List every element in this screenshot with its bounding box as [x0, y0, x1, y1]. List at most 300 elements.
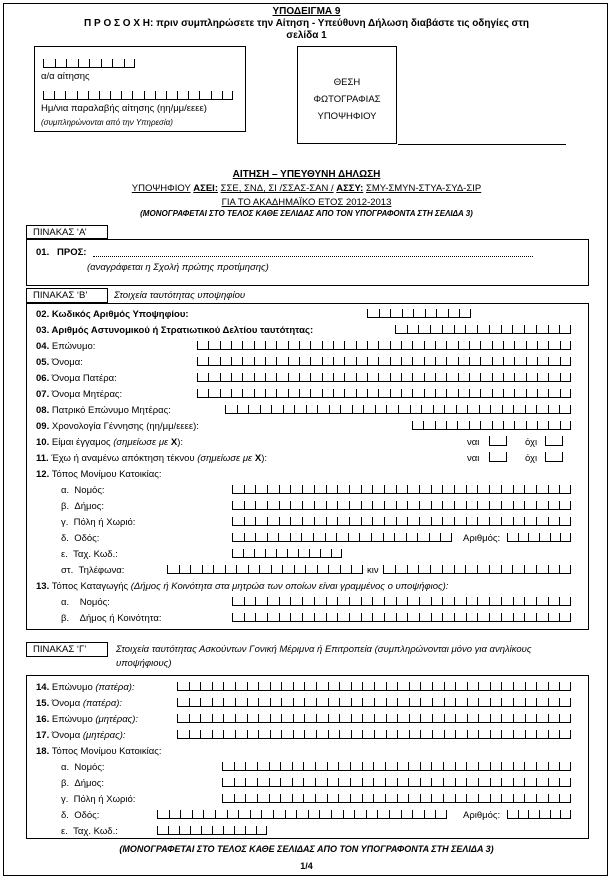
- grid-cell-tick: [362, 778, 363, 787]
- grid-cell-tick: [518, 533, 519, 542]
- grid-cell-tick: [443, 794, 444, 803]
- grid-cell-tick: [559, 682, 560, 691]
- res-f-label: Τηλέφωνα:: [78, 565, 125, 576]
- grid-cell-tick: [423, 421, 424, 430]
- grid-cell-tick: [536, 405, 537, 414]
- parent-town-grid[interactable]: [222, 794, 571, 803]
- grid-cell-tick: [302, 613, 303, 622]
- grid-cell-tick: [446, 357, 447, 366]
- grid-cell-tick: [436, 309, 437, 318]
- grid-cell-tick: [524, 517, 525, 526]
- grid-cell-tick: [343, 810, 344, 819]
- photo-line-3: ΥΠΟΨΗΦΙΟΥ: [317, 111, 377, 122]
- grid-cell-tick: [314, 613, 315, 622]
- grid-cell-tick: [231, 341, 232, 350]
- grid-cell-tick: [559, 405, 560, 414]
- grid-cell-tick: [478, 730, 479, 739]
- grid-cell-tick: [258, 714, 259, 723]
- grid-cell-tick: [232, 549, 233, 558]
- grid-cell-tick: [265, 549, 266, 558]
- grid-cell-tick: [401, 810, 402, 819]
- origin-a-letter: α.: [61, 597, 70, 608]
- grid-cell-tick: [302, 485, 303, 494]
- grid-cell-tick: [397, 778, 398, 787]
- grid-cell-tick: [513, 485, 514, 494]
- grid-cell-tick: [212, 698, 213, 707]
- grid-cell-tick: [407, 597, 408, 606]
- grid-cell-tick: [455, 714, 456, 723]
- residence-street-grid[interactable]: [232, 533, 452, 542]
- item-16-label: Επώνυμο: [51, 714, 93, 725]
- father-surname-grid[interactable]: [177, 682, 571, 691]
- grid-cell-tick: [385, 794, 386, 803]
- grid-cell-tick: [478, 682, 479, 691]
- grid-cell-tick: [361, 613, 362, 622]
- parent-postcode-grid[interactable]: [157, 826, 267, 835]
- grid-cell-tick: [526, 341, 527, 350]
- married-yes-checkbox[interactable]: [489, 436, 507, 446]
- grid-cell-tick: [270, 698, 271, 707]
- married-no-checkbox[interactable]: [545, 436, 563, 446]
- mother-firstname-grid[interactable]: [177, 730, 571, 739]
- grid-cell-tick: [526, 357, 527, 366]
- res-f-letter: στ.: [61, 565, 74, 576]
- grid-cell-tick: [313, 533, 314, 542]
- grid-cell-tick: [419, 485, 420, 494]
- c-res-e-letter: ε.: [61, 826, 68, 837]
- grid-cell-tick: [407, 565, 408, 574]
- grid-cell-tick: [293, 730, 294, 739]
- grid-cell-tick: [279, 517, 280, 526]
- grid-cell-tick: [524, 762, 525, 771]
- candidate-code-grid[interactable]: [367, 309, 471, 318]
- grid-cell-tick: [480, 389, 481, 398]
- grid-cell-tick: [432, 698, 433, 707]
- grid-cell-tick: [412, 421, 413, 430]
- grid-cell-tick: [469, 389, 470, 398]
- grid-cell-tick: [328, 730, 329, 739]
- grid-cell-tick: [319, 810, 320, 819]
- grid-cell-tick: [315, 794, 316, 803]
- grid-cell-tick: [65, 91, 66, 100]
- grid-cell-tick: [238, 810, 239, 819]
- grid-cell-tick: [290, 517, 291, 526]
- grid-cell-tick: [425, 309, 426, 318]
- grid-cell-tick: [290, 533, 291, 542]
- grid-cell-tick: [299, 357, 300, 366]
- grid-cell-tick: [372, 597, 373, 606]
- grid-cell-tick: [325, 533, 326, 542]
- table-b-label: ΠΙΝΑΚΑΣ ‘Β’: [33, 290, 88, 301]
- grid-cell-tick: [351, 714, 352, 723]
- grid-cell-tick: [455, 762, 456, 771]
- item-17-hint: (μητέρας):: [82, 730, 126, 741]
- photo-line-2: ΦΩΤΟΓΡΑΦΙΑΣ: [313, 94, 381, 105]
- grid-cell-tick: [465, 565, 466, 574]
- item-01-label: ΠΡΟΣ:: [57, 247, 87, 258]
- grid-cell-tick: [248, 405, 249, 414]
- grid-cell-tick: [344, 389, 345, 398]
- item-04-number: 04.: [36, 341, 50, 352]
- residence-prefecture-grid[interactable]: [232, 485, 571, 494]
- grid-cell-tick: [349, 485, 350, 494]
- grid-cell-tick: [559, 778, 560, 787]
- parent-number-grid[interactable]: [507, 810, 571, 819]
- grid-cell-tick: [220, 357, 221, 366]
- grid-cell-tick: [322, 373, 323, 382]
- grid-cell-tick: [492, 373, 493, 382]
- grid-cell-tick: [54, 91, 55, 100]
- table-a-label: ΠΙΝΑΚΑΣ ‘Α’: [33, 227, 87, 238]
- grid-cell-tick: [513, 597, 514, 606]
- grid-cell-tick: [384, 597, 385, 606]
- grid-cell-tick: [333, 373, 334, 382]
- grid-cell-tick: [525, 405, 526, 414]
- grid-cell-tick: [407, 517, 408, 526]
- grid-cell-tick: [269, 794, 270, 803]
- grid-cell-tick: [420, 714, 421, 723]
- receipt-date-label: Ημ/νια παραλαβής αίτησης (ηη/μμ/εεεε): [41, 103, 207, 114]
- grid-cell-tick: [501, 565, 502, 574]
- res-a-letter: α.: [61, 485, 70, 496]
- grid-cell-tick: [512, 565, 513, 574]
- grid-cell-tick: [78, 59, 79, 68]
- grid-cell-tick: [514, 421, 515, 430]
- mother-name-grid[interactable]: [197, 389, 571, 398]
- grid-cell-tick: [429, 533, 430, 542]
- grid-cell-tick: [513, 405, 514, 414]
- grid-cell-tick: [386, 730, 387, 739]
- grid-cell-tick: [55, 59, 56, 68]
- parent-municipality-grid[interactable]: [222, 778, 571, 787]
- item-14-number: 14.: [36, 682, 50, 693]
- grid-cell-tick: [431, 517, 432, 526]
- grid-cell-tick: [536, 485, 537, 494]
- parent-number-label: Αριθμός:: [463, 810, 501, 821]
- grid-cell-tick: [341, 549, 342, 558]
- grid-cell-tick: [227, 810, 228, 819]
- grid-cell-tick: [455, 794, 456, 803]
- grid-cell-tick: [490, 714, 491, 723]
- grid-cell-tick: [267, 517, 268, 526]
- origin-municipality-grid[interactable]: [232, 613, 571, 622]
- id-card-grid[interactable]: [395, 325, 571, 334]
- grid-cell-tick: [372, 485, 373, 494]
- grid-cell-tick: [232, 91, 233, 100]
- application-number-grid[interactable]: [43, 59, 135, 68]
- item-14-hint: (πατέρα):: [95, 682, 135, 693]
- grid-cell-tick: [157, 826, 158, 835]
- grid-cell-tick: [537, 373, 538, 382]
- grid-cell-tick: [536, 613, 537, 622]
- grid-cell-tick: [212, 826, 213, 835]
- grid-cell-tick: [281, 682, 282, 691]
- grid-cell-tick: [310, 341, 311, 350]
- grid-cell-tick: [349, 501, 350, 510]
- residence-municipality-grid[interactable]: [232, 501, 571, 510]
- grid-cell-tick: [242, 389, 243, 398]
- grid-cell-tick: [390, 309, 391, 318]
- grid-cell-tick: [362, 565, 363, 574]
- grid-cell-tick: [458, 389, 459, 398]
- grid-cell-tick: [258, 730, 259, 739]
- grid-cell-tick: [304, 682, 305, 691]
- grid-cell-tick: [180, 810, 181, 819]
- grid-cell-tick: [190, 565, 191, 574]
- grid-cell-tick: [424, 373, 425, 382]
- grid-cell-tick: [397, 762, 398, 771]
- grid-cell-tick: [492, 389, 493, 398]
- photo-box[interactable]: [297, 46, 397, 144]
- grid-cell-tick: [548, 794, 549, 803]
- res-e-letter: ε.: [61, 549, 68, 560]
- grid-cell-tick: [260, 405, 261, 414]
- origin-prefecture-grid[interactable]: [232, 597, 571, 606]
- grid-cell-tick: [189, 698, 190, 707]
- grid-cell-tick: [570, 762, 571, 771]
- grid-cell-tick: [454, 597, 455, 606]
- grid-cell-tick: [215, 810, 216, 819]
- father-name-grid[interactable]: [197, 373, 571, 382]
- birth-date-grid[interactable]: [412, 421, 571, 430]
- res-b-letter: β.: [61, 501, 70, 512]
- mother-maiden-name-grid[interactable]: [225, 405, 571, 414]
- grid-cell-tick: [271, 405, 272, 414]
- grid-cell-tick: [477, 325, 478, 334]
- grid-cell-tick: [302, 517, 303, 526]
- item-11-number: 11.: [36, 453, 49, 464]
- grid-cell-tick: [242, 373, 243, 382]
- grid-cell-tick: [560, 357, 561, 366]
- grid-cell-tick: [329, 405, 330, 414]
- grid-cell-tick: [333, 357, 334, 366]
- grid-cell-tick: [507, 533, 508, 542]
- grid-cell-tick: [134, 59, 135, 68]
- grid-cell-tick: [525, 698, 526, 707]
- grid-cell-tick: [292, 762, 293, 771]
- residence-postcode-grid[interactable]: [232, 549, 342, 558]
- father-firstname-grid[interactable]: [177, 698, 571, 707]
- grid-cell-tick: [354, 810, 355, 819]
- grid-cell-tick: [419, 501, 420, 510]
- grid-cell-tick: [110, 91, 111, 100]
- receipt-date-grid[interactable]: [43, 91, 233, 100]
- candidate-line: [4, 183, 609, 194]
- grid-cell-tick: [501, 485, 502, 494]
- landline-grid[interactable]: [167, 565, 363, 574]
- grid-cell-tick: [501, 698, 502, 707]
- item-17-label: Όνομα: [51, 730, 81, 741]
- academic-year: ΓΙΑ ΤΟ ΑΚΑΔΗΜΑΪΚΟ ΕΤΟΣ 2012-2013: [221, 197, 392, 208]
- mobile-label: κιν: [367, 565, 379, 576]
- grid-cell-tick: [432, 682, 433, 691]
- grid-cell-tick: [507, 810, 508, 819]
- grid-cell-tick: [402, 309, 403, 318]
- grid-cell-tick: [371, 533, 372, 542]
- grid-cell-tick: [292, 794, 293, 803]
- grid-cell-tick: [234, 778, 235, 787]
- first-name-grid[interactable]: [197, 357, 571, 366]
- grid-cell-tick: [548, 517, 549, 526]
- grid-cell-tick: [442, 565, 443, 574]
- grid-cell-tick: [407, 501, 408, 510]
- grid-cell-tick: [344, 341, 345, 350]
- grid-cell-tick: [448, 309, 449, 318]
- child-yes-checkbox[interactable]: [489, 452, 507, 462]
- grid-cell-tick: [524, 778, 525, 787]
- grid-cell-tick: [467, 682, 468, 691]
- grid-cell-tick: [501, 778, 502, 787]
- grid-cell-tick: [362, 682, 363, 691]
- parent-prefecture-grid[interactable]: [222, 762, 571, 771]
- grid-cell-tick: [469, 373, 470, 382]
- grid-cell-tick: [502, 405, 503, 414]
- warning-line-2: σελίδα 1: [286, 30, 327, 41]
- footer-note: (ΜΟΝΟΓΡΑΦΕΤΑΙ ΣΤΟ ΤΕΛΟΣ ΚΑΘΕ ΣΕΛΙΔΑΣ ΑΠΟ ΤΟΝ ΥΠΟΓΡΑΦΟΝΤΑ ΣΤΗ ΣΕΛΙΔΑ 3): [119, 844, 494, 854]
- grid-cell-tick: [337, 485, 338, 494]
- grid-cell-tick: [245, 794, 246, 803]
- residence-number-grid[interactable]: [507, 533, 571, 542]
- grid-cell-tick: [442, 485, 443, 494]
- grid-cell-tick: [258, 698, 259, 707]
- grid-cell-tick: [234, 794, 235, 803]
- item-06-number: 06.: [36, 373, 50, 384]
- grid-cell-tick: [503, 357, 504, 366]
- item-10-mark: Χ: [170, 437, 178, 448]
- grid-cell-tick: [524, 501, 525, 510]
- grid-cell-tick: [560, 341, 561, 350]
- grid-cell-tick: [302, 597, 303, 606]
- item-15-hint: (πατέρα):: [82, 698, 123, 709]
- grid-cell-tick: [281, 730, 282, 739]
- grid-cell-tick: [179, 565, 180, 574]
- grid-cell-tick: [197, 373, 198, 382]
- married-no-label: όχι: [525, 437, 538, 448]
- grid-cell-tick: [77, 91, 78, 100]
- grid-cell-tick: [465, 325, 466, 334]
- res-c-label: Πόλη ή Χωριό:: [73, 517, 136, 528]
- grid-cell-tick: [570, 778, 571, 787]
- grid-cell-tick: [231, 389, 232, 398]
- grid-cell-tick: [501, 517, 502, 526]
- grid-cell-tick: [560, 810, 561, 819]
- grid-cell-tick: [536, 714, 537, 723]
- grid-cell-tick: [559, 517, 560, 526]
- item-14-label: Επώνυμο: [51, 682, 93, 693]
- item-12-label: Τόπος Μονίμου Κατοικίας:: [51, 469, 162, 480]
- grid-cell-tick: [457, 421, 458, 430]
- grid-cell-tick: [232, 517, 233, 526]
- grid-cell-tick: [361, 597, 362, 606]
- grid-cell-tick: [290, 501, 291, 510]
- grid-cell-tick: [406, 533, 407, 542]
- grid-cell-tick: [276, 389, 277, 398]
- item-07-label: Όνομα Μητέρας:: [51, 389, 123, 400]
- mobile-grid[interactable]: [383, 565, 571, 574]
- grid-cell-tick: [526, 421, 527, 430]
- grid-cell-tick: [379, 309, 380, 318]
- grid-cell-tick: [89, 59, 90, 68]
- grid-cell-tick: [492, 341, 493, 350]
- item-10-number: 10.: [36, 437, 50, 448]
- grid-cell-tick: [570, 714, 571, 723]
- child-no-checkbox[interactable]: [545, 452, 563, 462]
- grid-cell-tick: [396, 517, 397, 526]
- grid-cell-tick: [467, 714, 468, 723]
- grid-cell-tick: [351, 698, 352, 707]
- grid-cell-tick: [458, 341, 459, 350]
- grid-cell-tick: [570, 357, 571, 366]
- c-res-e-label: Ταχ. Κωδ.:: [73, 826, 118, 837]
- grid-cell-tick: [467, 730, 468, 739]
- grid-cell-tick: [305, 565, 306, 574]
- grid-cell-tick: [385, 762, 386, 771]
- grid-cell-tick: [294, 405, 295, 414]
- grid-cell-tick: [548, 357, 549, 366]
- grid-cell-tick: [234, 826, 235, 835]
- grid-cell-tick: [470, 309, 471, 318]
- grid-cell-tick: [412, 373, 413, 382]
- grid-cell-tick: [513, 698, 514, 707]
- grid-cell-tick: [477, 501, 478, 510]
- mother-surname-grid[interactable]: [177, 714, 571, 723]
- grid-cell-tick: [132, 91, 133, 100]
- surname-grid[interactable]: [197, 341, 571, 350]
- c-res-c-letter: γ.: [61, 794, 69, 805]
- item-11-label: Έχω ή αναμένω απόκτηση τέκνου: [51, 453, 195, 464]
- grid-cell-tick: [435, 357, 436, 366]
- grid-cell-tick: [431, 794, 432, 803]
- grid-cell-tick: [559, 485, 560, 494]
- grid-cell-tick: [279, 597, 280, 606]
- grid-cell-tick: [420, 794, 421, 803]
- item-06-label: Όνομα Πατέρα:: [51, 373, 117, 384]
- item-02-label: Κωδικός Αριθμός Υποψηφίου:: [51, 309, 189, 320]
- grid-cell-tick: [322, 357, 323, 366]
- grid-cell-tick: [443, 762, 444, 771]
- grid-cell-tick: [232, 533, 233, 542]
- grid-cell-tick: [247, 698, 248, 707]
- grid-cell-tick: [418, 325, 419, 334]
- grid-cell-tick: [550, 810, 551, 819]
- grid-cell-tick: [536, 698, 537, 707]
- grid-cell-tick: [570, 597, 571, 606]
- origin-a-label: Νομός:: [79, 597, 110, 608]
- grid-cell-tick: [290, 485, 291, 494]
- grid-cell-tick: [419, 597, 420, 606]
- grid-cell-tick: [455, 730, 456, 739]
- to-school-field[interactable]: [93, 248, 533, 257]
- grid-cell-tick: [254, 549, 255, 558]
- grid-cell-tick: [257, 778, 258, 787]
- grid-cell-tick: [222, 794, 223, 803]
- grid-cell-tick: [489, 485, 490, 494]
- grid-cell-tick: [361, 485, 362, 494]
- c-res-c-label: Πόλη ή Χωριό:: [73, 794, 136, 805]
- parent-street-grid[interactable]: [157, 810, 447, 819]
- model-title: ΥΠΟΔΕΙΓΜΑ 9: [272, 6, 341, 17]
- child-yes-label: ναι: [467, 453, 480, 464]
- grid-cell-tick: [548, 341, 549, 350]
- grid-cell-tick: [455, 682, 456, 691]
- grid-cell-tick: [189, 714, 190, 723]
- grid-cell-tick: [408, 778, 409, 787]
- grid-cell-tick: [548, 501, 549, 510]
- residence-town-grid[interactable]: [232, 517, 571, 526]
- grid-cell-tick: [459, 309, 460, 318]
- grid-cell-tick: [294, 565, 295, 574]
- grid-cell-tick: [385, 778, 386, 787]
